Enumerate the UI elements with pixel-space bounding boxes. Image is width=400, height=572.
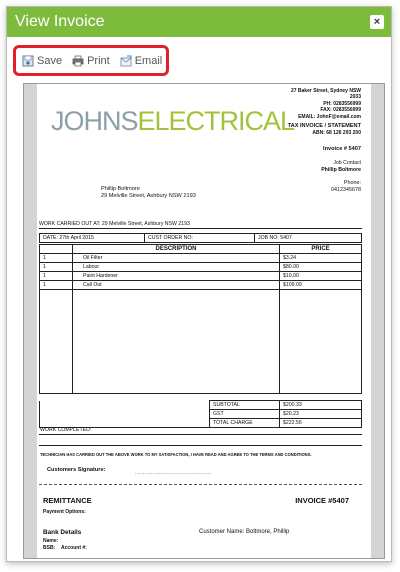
customer-name: Customer Name: Boltmore, Phillip: [199, 529, 290, 535]
signature-line: ................................................: [135, 470, 212, 476]
gst-label: GST: [210, 410, 280, 419]
subtotal-label: SUBTOTAL: [210, 401, 280, 410]
signature-label: Customers Signature:: [47, 467, 106, 473]
job-details-table: [39, 233, 362, 243]
table-row: 1 Oil Filter $3.24: [40, 254, 362, 263]
dialog-title-bar[interactable]: [7, 7, 391, 37]
company-contact-info: 27 Baker Street, Sydney NSW 2033 PH: 0283556999 FAX: 0283556999 EMAIL: JohnF@email.com: [290, 88, 361, 120]
bank-details-heading: Bank Details: [43, 529, 82, 536]
bsb-label: BSB:: [43, 545, 56, 551]
save-button[interactable]: [22, 55, 62, 67]
gst-value: $20.23: [280, 410, 362, 419]
payment-options-label: Payment Options:: [43, 509, 86, 515]
tax-invoice-heading: TAX INVOICE / STATEMENT ABN: 68 126 293 200: [287, 123, 361, 136]
table-row: 1 Paint Hardener $10.00: [40, 272, 362, 281]
invoice-toolbar: [13, 45, 169, 76]
account-number-label: Account #:: [61, 545, 87, 551]
divider: [39, 434, 362, 435]
totals-table: [39, 400, 362, 428]
dialog-title: View Invoice: [15, 13, 105, 30]
client-address-block: Phillip Boltmore 29 Melville Street, Ashbury NSW 2193: [101, 186, 196, 199]
save-icon: [22, 55, 34, 67]
remittance-cut-line: [39, 484, 362, 485]
printer-icon: [72, 55, 84, 67]
invoice-page: [37, 84, 371, 559]
save-label: Save: [37, 54, 63, 67]
print-button[interactable]: [72, 55, 110, 67]
qty-header: [40, 245, 73, 254]
satisfaction-declaration: TECHNICIAN HAS CARRIED OUT THE ABOVE WORK TO MY SATISFACTION, I HAVE READ AND AGREE TO THE TERMS AND CONDITIONS.: [40, 452, 312, 457]
divider: [39, 228, 362, 229]
work-completed-label: WORK COMPLETED:: [40, 427, 92, 433]
view-invoice-dialog: [6, 6, 392, 562]
table-row: 1 Labour $80.00: [40, 263, 362, 272]
bank-name-label: Name:: [43, 538, 59, 544]
work-location: WORK CARRIED OUT AT: 29 Melville Street, Ashbury NSW 2193: [39, 221, 190, 227]
job-contact: Job Contact Phillip Boltmore: [321, 160, 361, 173]
contact-phone: Phone: 0412345678: [331, 180, 361, 193]
job-number: JOB NO: 5407: [255, 234, 362, 243]
email-icon: [120, 55, 132, 67]
total-label: TOTAL CHARGE: [210, 419, 280, 428]
invoice-date: DATE: 27th April 2015: [40, 234, 145, 243]
print-label: Print: [87, 54, 110, 67]
divider: [39, 445, 362, 446]
subtotal-value: $200.33: [280, 401, 362, 410]
invoice-preview[interactable]: [23, 83, 385, 559]
remittance-invoice-number: INVOICE #5407: [295, 496, 349, 505]
line-items-table: [39, 244, 362, 394]
close-icon[interactable]: ×: [370, 15, 384, 29]
invoice-number: Invoice # 5407: [323, 146, 361, 152]
description-header: DESCRIPTION: [73, 245, 280, 254]
remittance-heading: REMITTANCE: [43, 496, 92, 505]
company-logo: JOHNSELECTRICAL: [51, 106, 295, 136]
price-header: PRICE: [280, 245, 362, 254]
customer-order-number: CUST ORDER NO:: [145, 234, 255, 243]
table-row: 1 Call Out $109.09: [40, 281, 362, 290]
email-button[interactable]: [120, 55, 163, 67]
total-value: $222.56: [280, 419, 362, 428]
email-label: Email: [134, 54, 163, 67]
